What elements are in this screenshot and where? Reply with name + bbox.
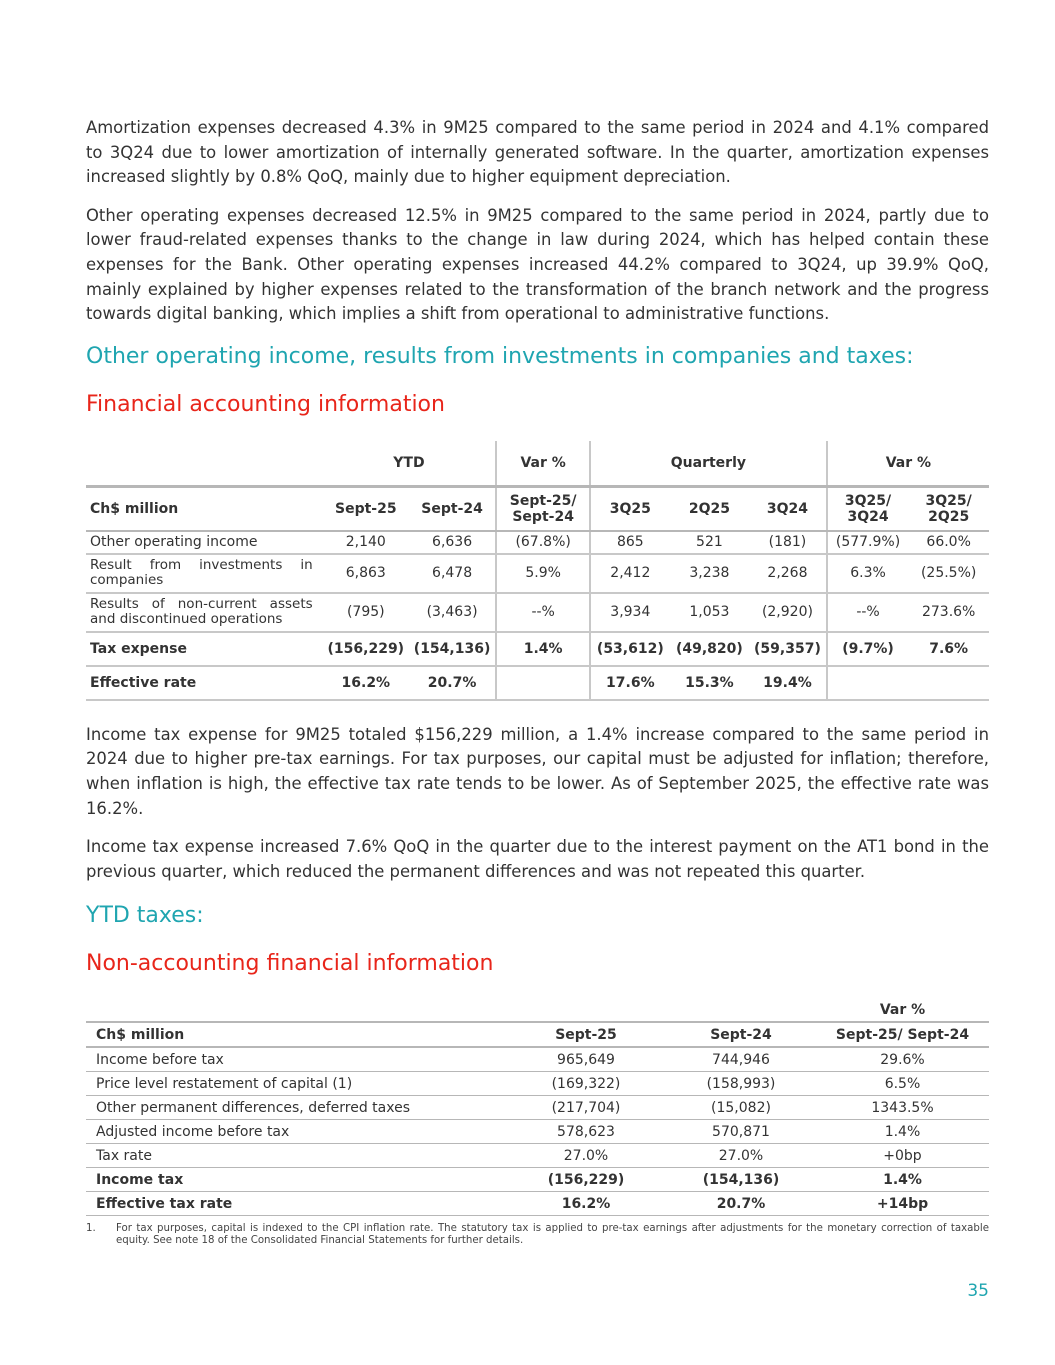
cell: +0bp [816,1144,989,1168]
table-row [86,554,989,593]
cell: 865 [590,531,670,554]
table-row [86,1096,989,1120]
cell: 578,623 [506,1120,666,1144]
col-header-3q25: 3Q25 [590,486,670,531]
table-row [86,1192,989,1216]
row-label: Income before tax [86,1047,506,1072]
row-label: Effective rate [86,666,323,700]
cell: 15.3% [670,666,750,700]
cell: 273.6% [908,593,989,632]
table-row [86,1168,989,1192]
cell: 2,140 [323,531,409,554]
cell: (154,136) [409,632,496,666]
cell: 19.4% [749,666,827,700]
table-row [86,666,989,700]
row-label: Other operating income [86,531,323,554]
group-var: Var % [879,1001,926,1018]
paragraph-income-tax-9m25: Income tax expense for 9M25 totaled $156,229 million, a 1.4% increase compared to the same period in 2024 due to higher pre-tax earnings. For tax purposes, our capital must be adjusted for inflation; therefore, when inflation is high, the effective tax rate tends to be lower. As of September 2025, the effective rate was 16.2%. [86,724,989,818]
cell: (156,229) [323,632,409,666]
table-header-row [86,1022,989,1047]
footnote-text: For tax purposes, capital is indexed to the CPI inflation rate. The statutory tax is applied to pre-tax earnings after adjustments for the monetary correction of taxable equity. See note 18 of the Consolidated Financial Statements for further details. [116,1223,989,1247]
col-header-label: Ch$ million [86,1022,506,1047]
cell: 20.7% [666,1192,816,1216]
table-row [86,1047,989,1072]
row-label: Other permanent differences, deferred taxes [86,1096,506,1120]
cell: (156,229) [506,1168,666,1192]
row-label: Price level restatement of capital (1) [86,1072,506,1096]
col-header-var: Sept-25/ Sept-24 [816,1022,989,1047]
cell: 29.6% [816,1047,989,1072]
table-header-row [86,486,989,531]
cell: (154,136) [666,1168,816,1192]
cell: (217,704) [506,1096,666,1120]
cell: 1,053 [670,593,750,632]
section-title-ytd-taxes: YTD taxes: [86,903,204,929]
cell: 2,268 [749,554,827,593]
col-header-3q24: 3Q24 [749,486,827,531]
paragraph-other-operating-expenses: Other operating expenses decreased 12.5% in 9M25 compared to the same period in 2024, partly due to lower fraud-related expenses thanks to the change in law during 2024, which has helped contain these expenses for the Bank. Other operating expenses increased 44.2% compared to 3Q24, up 39.9% QoQ, mainly explained by higher expenses related to the transformation of the branch network and the progress towards digital banking, which implies a shift from operational to administrative functions. [86,205,989,324]
row-label: Income tax [86,1168,506,1192]
col-header-sept25: Sept-25 [323,486,409,531]
cell: (577.9%) [827,531,909,554]
cell: 3,934 [590,593,670,632]
col-header-3q25-2q25: 3Q25/ 2Q25 [908,486,989,531]
group-var-quarterly: Var % [827,441,989,487]
cell: --% [496,593,590,632]
cell: 3,238 [670,554,750,593]
footnote [86,1223,989,1247]
cell: 521 [670,531,750,554]
table-row [86,1144,989,1168]
cell: 16.2% [323,666,409,700]
row-label: Result from investments in companies [86,554,323,593]
cell: 6.5% [816,1072,989,1096]
table-group-header-row [86,441,989,487]
cell: 1343.5% [816,1096,989,1120]
page-content [86,116,989,1247]
paragraph-amortization: Amortization expenses decreased 4.3% in 9M25 compared to the same period in 2024 and 4.1% compared to 3Q24 due to lower amortization of internally generated software. In the quarter, amortization expenses increased slightly by 0.8% QoQ, mainly due to higher equipment depreciation. [86,118,989,187]
cell: 6,636 [409,531,496,554]
cell: 1.4% [496,632,590,666]
cell: --% [827,593,909,632]
table-row [86,593,989,632]
ytd-taxes-table [86,998,989,1216]
cell: (158,993) [666,1072,816,1096]
financial-accounting-table [86,441,989,701]
row-label: Adjusted income before tax [86,1120,506,1144]
cell: (795) [323,593,409,632]
cell: (169,322) [506,1072,666,1096]
col-header-var-ytd: Sept-25/ Sept-24 [496,486,590,531]
cell: 6,478 [409,554,496,593]
cell: 570,871 [666,1120,816,1144]
cell: (59,357) [749,632,827,666]
cell: 1.4% [816,1120,989,1144]
cell: 27.0% [506,1144,666,1168]
row-label: Effective tax rate [86,1192,506,1216]
group-var-ytd: Var % [496,441,590,487]
section-title-operating-income: Other operating income, results from investments in companies and taxes: [86,343,914,369]
table-row [86,632,989,666]
cell: (67.8%) [496,531,590,554]
col-header-sept24: Sept-24 [409,486,496,531]
cell: 965,649 [506,1047,666,1072]
cell: 16.2% [506,1192,666,1216]
cell: 5.9% [496,554,590,593]
cell: 17.6% [590,666,670,700]
page-number: 35 [967,1281,989,1301]
row-label: Results of non-current assets and discontinued operations [86,593,323,632]
cell: (3,463) [409,593,496,632]
row-label: Tax rate [86,1144,506,1168]
section-subtitle-non-accounting: Non-accounting financial information [86,951,494,977]
cell: +14bp [816,1192,989,1216]
cell: (9.7%) [827,632,909,666]
cell [908,666,989,700]
cell: (2,920) [749,593,827,632]
cell: (53,612) [590,632,670,666]
col-header-3q25-3q24: 3Q25/ 3Q24 [827,486,909,531]
section-subtitle-financial-accounting: Financial accounting information [86,391,445,417]
cell: 7.6% [908,632,989,666]
paragraph-income-tax-qoq: Income tax expense increased 7.6% QoQ in the quarter due to the interest payment on the AT1 bond in the previous quarter, which reduced the permanent differences and was not repeated this quarter. [86,837,989,881]
cell: 6,863 [323,554,409,593]
col-header-label: Ch$ million [86,486,323,531]
cell: (25.5%) [908,554,989,593]
cell: (49,820) [670,632,750,666]
cell: 20.7% [409,666,496,700]
table-row [86,1120,989,1144]
table-row [86,531,989,554]
cell: 744,946 [666,1047,816,1072]
col-header-sept25: Sept-25 [506,1022,666,1047]
cell: 27.0% [666,1144,816,1168]
cell: 66.0% [908,531,989,554]
row-label: Tax expense [86,632,323,666]
cell: 1.4% [816,1168,989,1192]
footnote-number: 1. [86,1223,96,1235]
cell: 6.3% [827,554,909,593]
cell: (181) [749,531,827,554]
col-header-sept24: Sept-24 [666,1022,816,1047]
group-ytd: YTD [393,454,425,471]
cell [496,666,590,700]
table-row [86,1072,989,1096]
cell: 2,412 [590,554,670,593]
cell: (15,082) [666,1096,816,1120]
col-header-2q25: 2Q25 [670,486,750,531]
group-quarterly: Quarterly [590,441,827,487]
cell [827,666,909,700]
table-group-header-row [86,998,989,1022]
